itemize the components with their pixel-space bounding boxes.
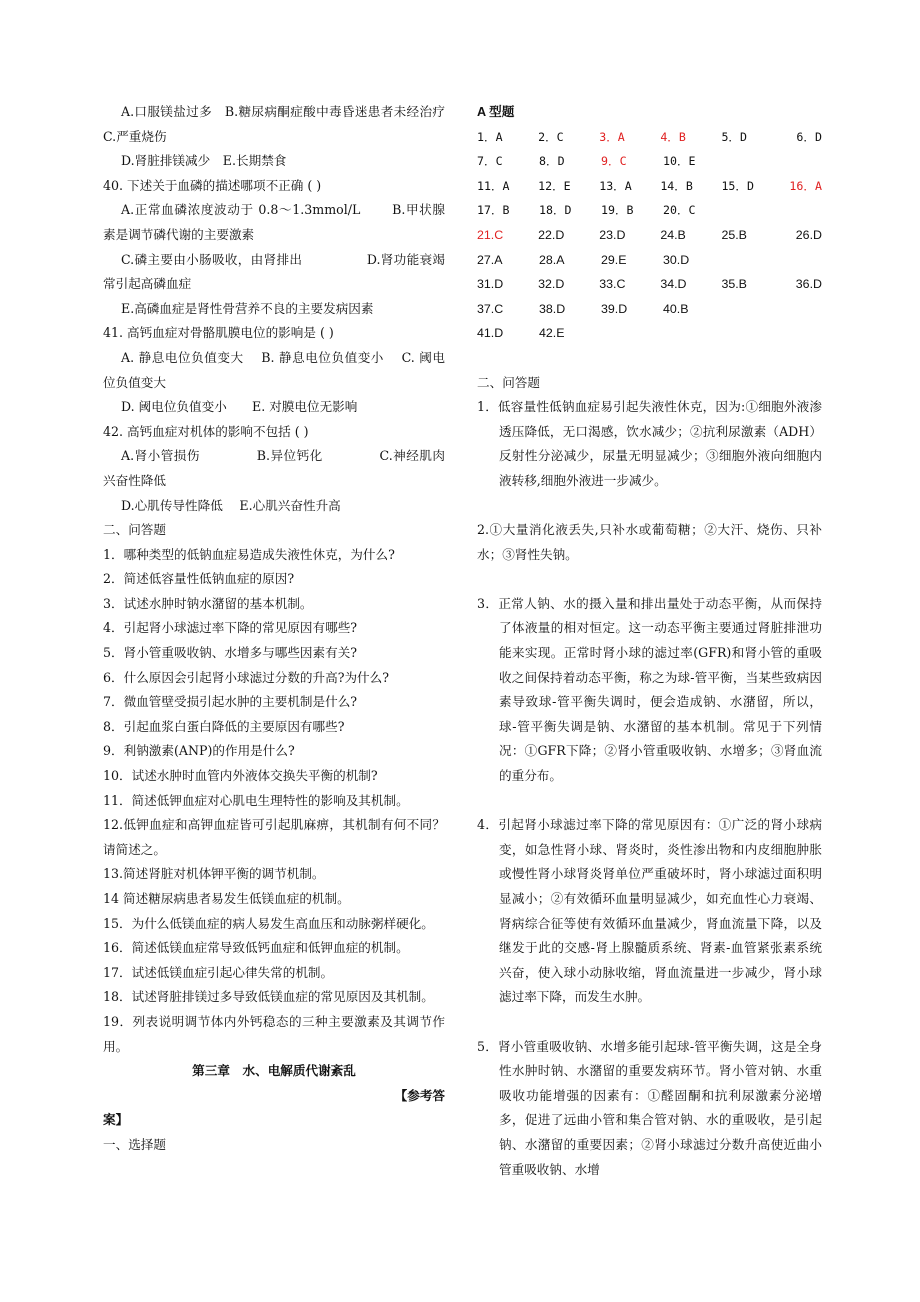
answer-key-item: 5．D: [721, 129, 747, 144]
answer-key-item: 3．A: [599, 129, 625, 144]
q40-options-a: A.正常血磷浓度波动于 0.8～1.3mmol/L B.甲状腺素是调节磷代谢的主要激素: [103, 202, 445, 242]
answer-key-item: 38.D: [539, 301, 566, 316]
question-item: 1．哪种类型的低钠血症易造成失液性休克，为什么?: [103, 546, 395, 562]
answer-key-item: 24.B: [660, 227, 686, 242]
q40-stem: 40. 下述关于血磷的描述哪项不正确 ( ): [103, 177, 322, 193]
answer-key-item: 41.D: [477, 326, 504, 341]
question-item: 9．利钠激素(ANP)的作用是什么?: [103, 743, 295, 759]
answer-key-item: 1．A: [477, 129, 503, 144]
answer-row: [477, 125, 822, 150]
answer-3: 3．正常人钠、水的摄入量和排出量处于动态平衡，从而保持了体液量的相对恒定。这一动态平衡主要通过肾脏排泄功能来实现。正常时肾小球的滤过率(GFR)和肾小管的重吸收之间保持着动态平衡，称之为球-管平衡，当某些致病因素导致球-管平衡失调时，便会造成钠、水潴留，所以，球-管平衡失调是钠、水潴留的基本机制。常见于下列情况：①GFR下降；②肾小管重吸收钠、水增多；③肾血流的重分布。: [477, 595, 822, 784]
q41-options-d: D. 阈电位负值变小 E. 对膜电位无影响: [121, 399, 358, 415]
question-item: 8．引起血浆白蛋白降低的主要原因有哪些?: [103, 718, 345, 734]
answer-key-item: 13．A: [599, 178, 632, 193]
question-item: 3．试述水肿时钠水潴留的基本机制。: [103, 595, 313, 611]
answer-key-item: 7．C: [477, 154, 503, 169]
answer-key-item: 23.D: [599, 227, 626, 242]
answer-key-item: 15．D: [721, 178, 754, 193]
question-item: 5．肾小管重吸收钠、水增多与哪些因素有关?: [103, 645, 358, 661]
question-item: 12.低钾血症和高钾血症皆可引起肌麻痹，其机制有何不同？请简述之。: [103, 817, 445, 857]
q42-stem: 42. 高钙血症对机体的影响不包括 ( ): [103, 423, 309, 439]
answer-row: [477, 248, 822, 273]
answer-key-item: 37.C: [477, 301, 504, 316]
q40-options-c: C.磷主要由小肠吸收，由肾排出 D.肾功能衰竭常引起高磷血症: [103, 251, 445, 292]
answer-row: [477, 223, 822, 248]
q41-options-a: A. 静息电位负值变大 B. 静息电位负值变小 C. 阈电位负值变大: [103, 349, 445, 390]
answer-key-item: 34.D: [660, 277, 687, 292]
answer-key-item: 25.B: [721, 227, 747, 242]
answer-key-item: 28.A: [539, 252, 565, 267]
answer-row: [477, 174, 822, 199]
answer-key-item: 16．A: [789, 178, 822, 193]
answer-key-item: 42.E: [539, 326, 565, 341]
answer-key-item: 14．B: [660, 178, 693, 193]
q40-options-e: E.高磷血症是肾性骨营养不良的主要发病因素: [121, 300, 374, 316]
answer-grid: [477, 125, 822, 346]
answer-key-item: 35.B: [721, 277, 747, 292]
answer-key-item: 39.D: [601, 301, 628, 316]
question-item: 7．微血管壁受损引起水肿的主要机制是什么?: [103, 694, 358, 710]
answer-2: 2.①大量消化液丢失,只补水或葡萄糖；②大汗、烧伤、只补水；③肾性失钠。: [477, 522, 822, 562]
answer-key-item: 10．E: [663, 154, 696, 169]
answer-key-item: 17．B: [477, 203, 510, 218]
answer-key-item: 12．E: [538, 178, 571, 193]
q42-options-d: D.心肌传导性降低 E.心肌兴奋性升高: [121, 497, 341, 513]
question-item: 17．试述低镁血症引起心律失常的机制。: [103, 964, 334, 980]
answer-key-item: 22.D: [538, 227, 565, 242]
question-item: 15．为什么低镁血症的病人易发生高血压和动脉粥样硬化。: [103, 915, 434, 931]
question-item: 2．简述低容量性低钠血症的原因?: [103, 571, 295, 587]
answer-key-item: 26.D: [795, 227, 822, 242]
answer-key-item: 18．D: [539, 203, 572, 218]
reference-answer-label: 【参考答: [394, 1087, 445, 1103]
section-heading-qa: 二、问答题: [103, 522, 166, 538]
question-item: 10．试述水肿时血管内外液体交换失平衡的机制?: [103, 768, 378, 784]
reference-answer-label-end: 案】: [103, 1112, 129, 1128]
question-item: 14 简述糖尿病患者易发生低镁血症的机制。: [103, 891, 350, 906]
question-item: 18．试述肾脏排镁过多导致低镁血症的常见原因及其机制。: [103, 989, 434, 1005]
answer-row: [477, 198, 822, 223]
answer-key-item: 4．B: [660, 129, 686, 144]
chapter-title: 第三章 水、电解质代谢紊乱: [192, 1063, 356, 1079]
question-item: 6．什么原因会引起肾小球滤过分数的升高?为什么?: [103, 669, 389, 685]
answer-row: [477, 321, 822, 346]
question-item: 16．简述低镁血症常导致低钙血症和低钾血症的机制。: [103, 940, 409, 956]
q41-stem: 41. 高钙血症对骨骼肌膜电位的影响是 ( ): [103, 325, 334, 341]
question-item: 4．引起肾小球滤过率下降的常见原因有哪些?: [103, 620, 358, 636]
answer-key-item: 9．C: [601, 154, 627, 169]
q39-options-a: A.口服镁盐过多 B.糖尿病酮症酸中毒昏迷患者未经治疗 C.严重烧伤: [103, 104, 462, 144]
answer-5: 5．肾小管重吸收钠、水增多能引起球-管平衡失调，这是全身性水肿时钠、水潴留的重要发病环节。肾小管对钠、水重吸收功能增强的因素有：①醛固酮和抗利尿激素分泌增多，促进了远曲小管和集合管对钠、水的重吸收，是引起钠、水潴留的重要因素；②肾小球滤过分数升高使近曲小管重吸收钠、水增: [477, 1038, 822, 1177]
answer-row: [477, 149, 822, 174]
answer-row: [477, 272, 822, 297]
spacer: [477, 494, 822, 519]
question-item: 11．简述低钾血症对心肌电生理特性的影响及其机制。: [103, 792, 409, 808]
right-column: [477, 100, 822, 1182]
q39-options-b: D.肾脏排镁减少 E.长期禁食: [121, 153, 287, 169]
answer-key-item: 2．C: [538, 129, 564, 144]
answer-key-item: 19．B: [601, 203, 634, 218]
answer-1: 1．低容量性低钠血症易引起失液性休克，因为:①细胞外液渗透压降低，无口渴感，饮水减少；②抗利尿激素（ADH）反射性分泌减少，尿量无明显减少；③细胞外液向细胞内液转移,细胞外液进一步减少。: [477, 399, 822, 488]
answer-key-item: 8．D: [539, 154, 565, 169]
answer-key-item: 11．A: [477, 178, 510, 193]
answer-4: 4．引起肾小球滤过率下降的常见原因有：①广泛的肾小球病变，如急性肾小球、肾炎时，炎性渗出物和内皮细胞肿胀或慢性肾小球肾炎肾单位严重破坏时，肾小球滤过面积明显减小；②有效循环血量明显减少，如充血性心力衰竭、肾病综合征等使有效循环血量减少，肾血流量下降，以及继发于此的交感-肾上腺髓质系统、肾素-血管紧张素系统兴奋，使入球小动脉收缩，肾血流量进一步减少，肾小球滤过率下降，而发生水肿。: [477, 817, 822, 1005]
answer-key-item: 29.E: [601, 252, 627, 267]
answer-key-item: 40.B: [663, 301, 689, 316]
spacer: [477, 1010, 822, 1035]
answer-key-item: 36.D: [795, 277, 822, 292]
left-column: [103, 100, 462, 1158]
section-heading-qa-answers: 二、问答题: [477, 374, 540, 390]
answer-row: [477, 297, 822, 322]
answer-key-item: 21.C: [477, 227, 504, 242]
section-heading-choice: 一、选择题: [103, 1136, 166, 1152]
answer-key-item: 30.D: [663, 252, 690, 267]
a-type-heading: A 型题: [477, 105, 515, 119]
answer-key-item: 33.C: [599, 277, 626, 292]
spacer: [477, 346, 822, 371]
spacer: [477, 789, 822, 814]
spacer: [477, 567, 822, 592]
question-list: [103, 543, 445, 1059]
question-item: 19．列表说明调节体内外钙稳态的三种主要激素及其调节作用。: [103, 1013, 445, 1054]
answer-key-item: 20．C: [663, 203, 696, 218]
answer-key-item: 32.D: [538, 277, 565, 292]
answer-key-item: 27.A: [477, 252, 503, 267]
answer-key-item: 6．D: [796, 129, 822, 144]
question-item: 13.简述肾脏对机体钾平衡的调节机制。: [103, 866, 325, 882]
answer-key-item: 31.D: [477, 277, 504, 292]
q42-options-a: A.肾小管损伤 B.异位钙化 C.神经肌肉兴奋性降低: [103, 448, 445, 488]
